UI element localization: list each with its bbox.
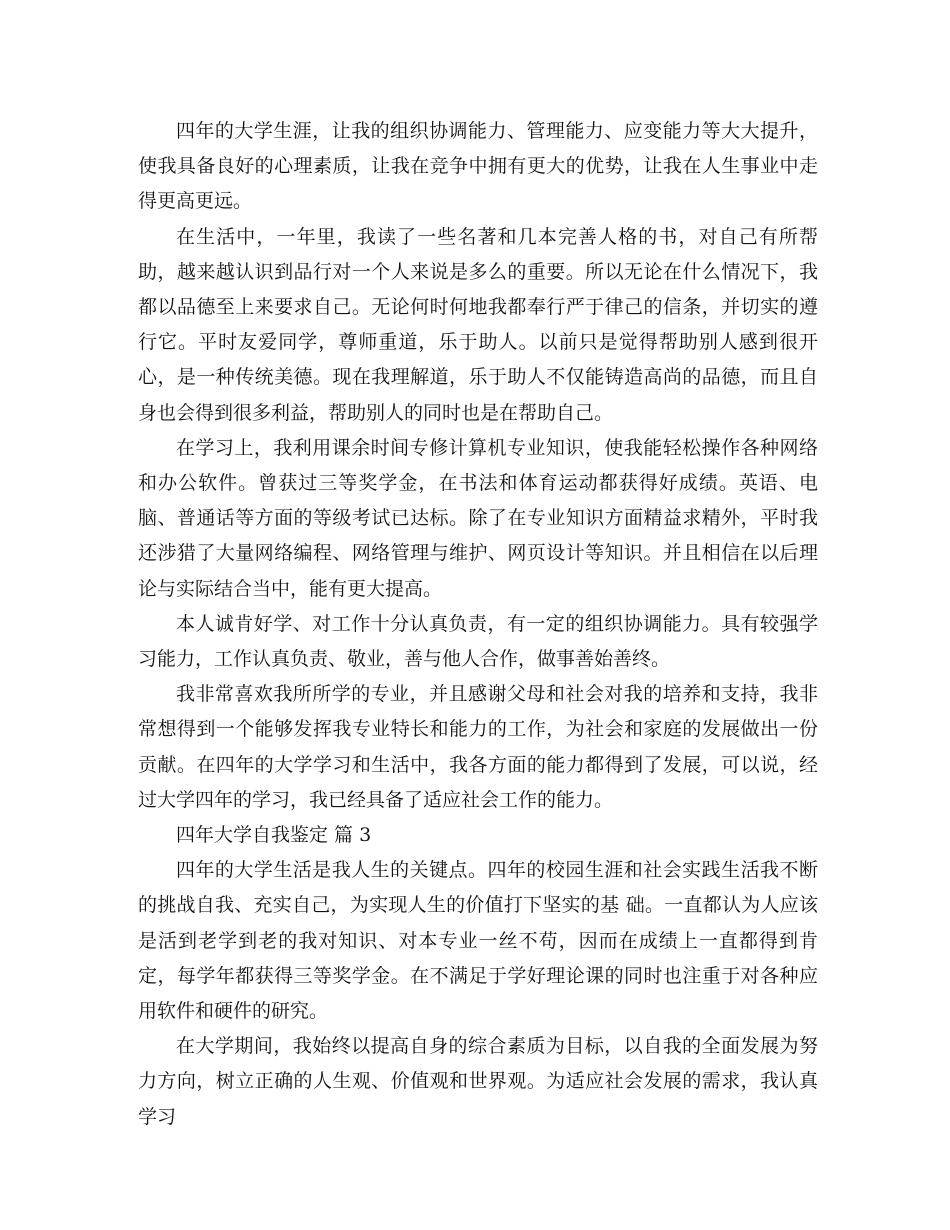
paragraph-organization-skills: 四年的大学生涯，让我的组织协调能力、管理能力、应变能力等大大提升，使我具备良好的心理素质，让我在竞争中拥有更大的优势，让我在人生事业中走得更高更远。 bbox=[138, 120, 818, 213]
document-body bbox=[138, 114, 818, 1135]
paragraph-life-reading: 在生活中，一年里，我读了一些名著和几本完善人格的书，对自己有所帮助，越来越认识到品行对一个人来说是多么的重要。所以无论在什么情况下，我都以品德至上来要求自己。无论何时何地我都奉行严于律己的信条，并切实的遵行它。平时友爱同学，尊师重道，乐于助人。以前只是觉得帮助别人感到很开心，是一种传统美德。现在我理解道，乐于助人不仅能铸造高尚的品德，而且自身也会得到很多利益，帮助别人的同时也是在帮助自己。 bbox=[138, 225, 818, 424]
paragraph-university-period: 在大学期间，我始终以提高自身的综合素质为目标，以自我的全面发展为努力方向，树立正确的人生观、价值观和世界观。为适应社会发展的需求，我认真学习 bbox=[138, 1035, 818, 1128]
paragraph-key-point: 四年的大学生活是我人生的关键点。四年的校园生涯和社会实践生活我不断的挑战自我、充实自己，为实现人生的价值打下坚实的基 础。一直都认为人应该是活到老学到老的我对知识、对本专业一丝不苟，因而在成绩上一直都得到肯定，每学年都获得三等奖学金。在不满足于学好理论课的同时也注重于对各种应用软件和硬件的研究。 bbox=[138, 859, 818, 1023]
paragraph-study-computer: 在学习上，我利用课余时间专修计算机专业知识，使我能轻松操作各种网络和办公软件。曾获过三等奖学金，在书法和体育运动都获得好成绩。英语、电脑、普通话等方面的等级考试已达标。除了在专业知识方面精益求精外，平时我还涉猎了大量网络编程、网络管理与维护、网页设计等知识。并且相信在以后理论与实际结合当中，能有更大提高。 bbox=[138, 436, 818, 600]
paragraph-major-gratitude: 我非常喜欢我所所学的专业，并且感谢父母和社会对我的培养和支持，我非常想得到一个能够发挥我专业特长和能力的工作，为社会和家庭的发展做出一份贡献。在四年的大学学习和生活中，我各方面的能力都得到了发展，可以说，经过大学四年的学习，我已经具备了适应社会工作的能力。 bbox=[138, 683, 818, 811]
section-heading: 四年大学自我鉴定 篇 3 bbox=[176, 824, 372, 847]
paragraph-work-attitude: 本人诚肯好学、对工作十分认真负责，有一定的组织协调能力。具有较强学习能力，工作认真负责、敬业，善与他人合作，做事善始善终。 bbox=[138, 612, 818, 671]
